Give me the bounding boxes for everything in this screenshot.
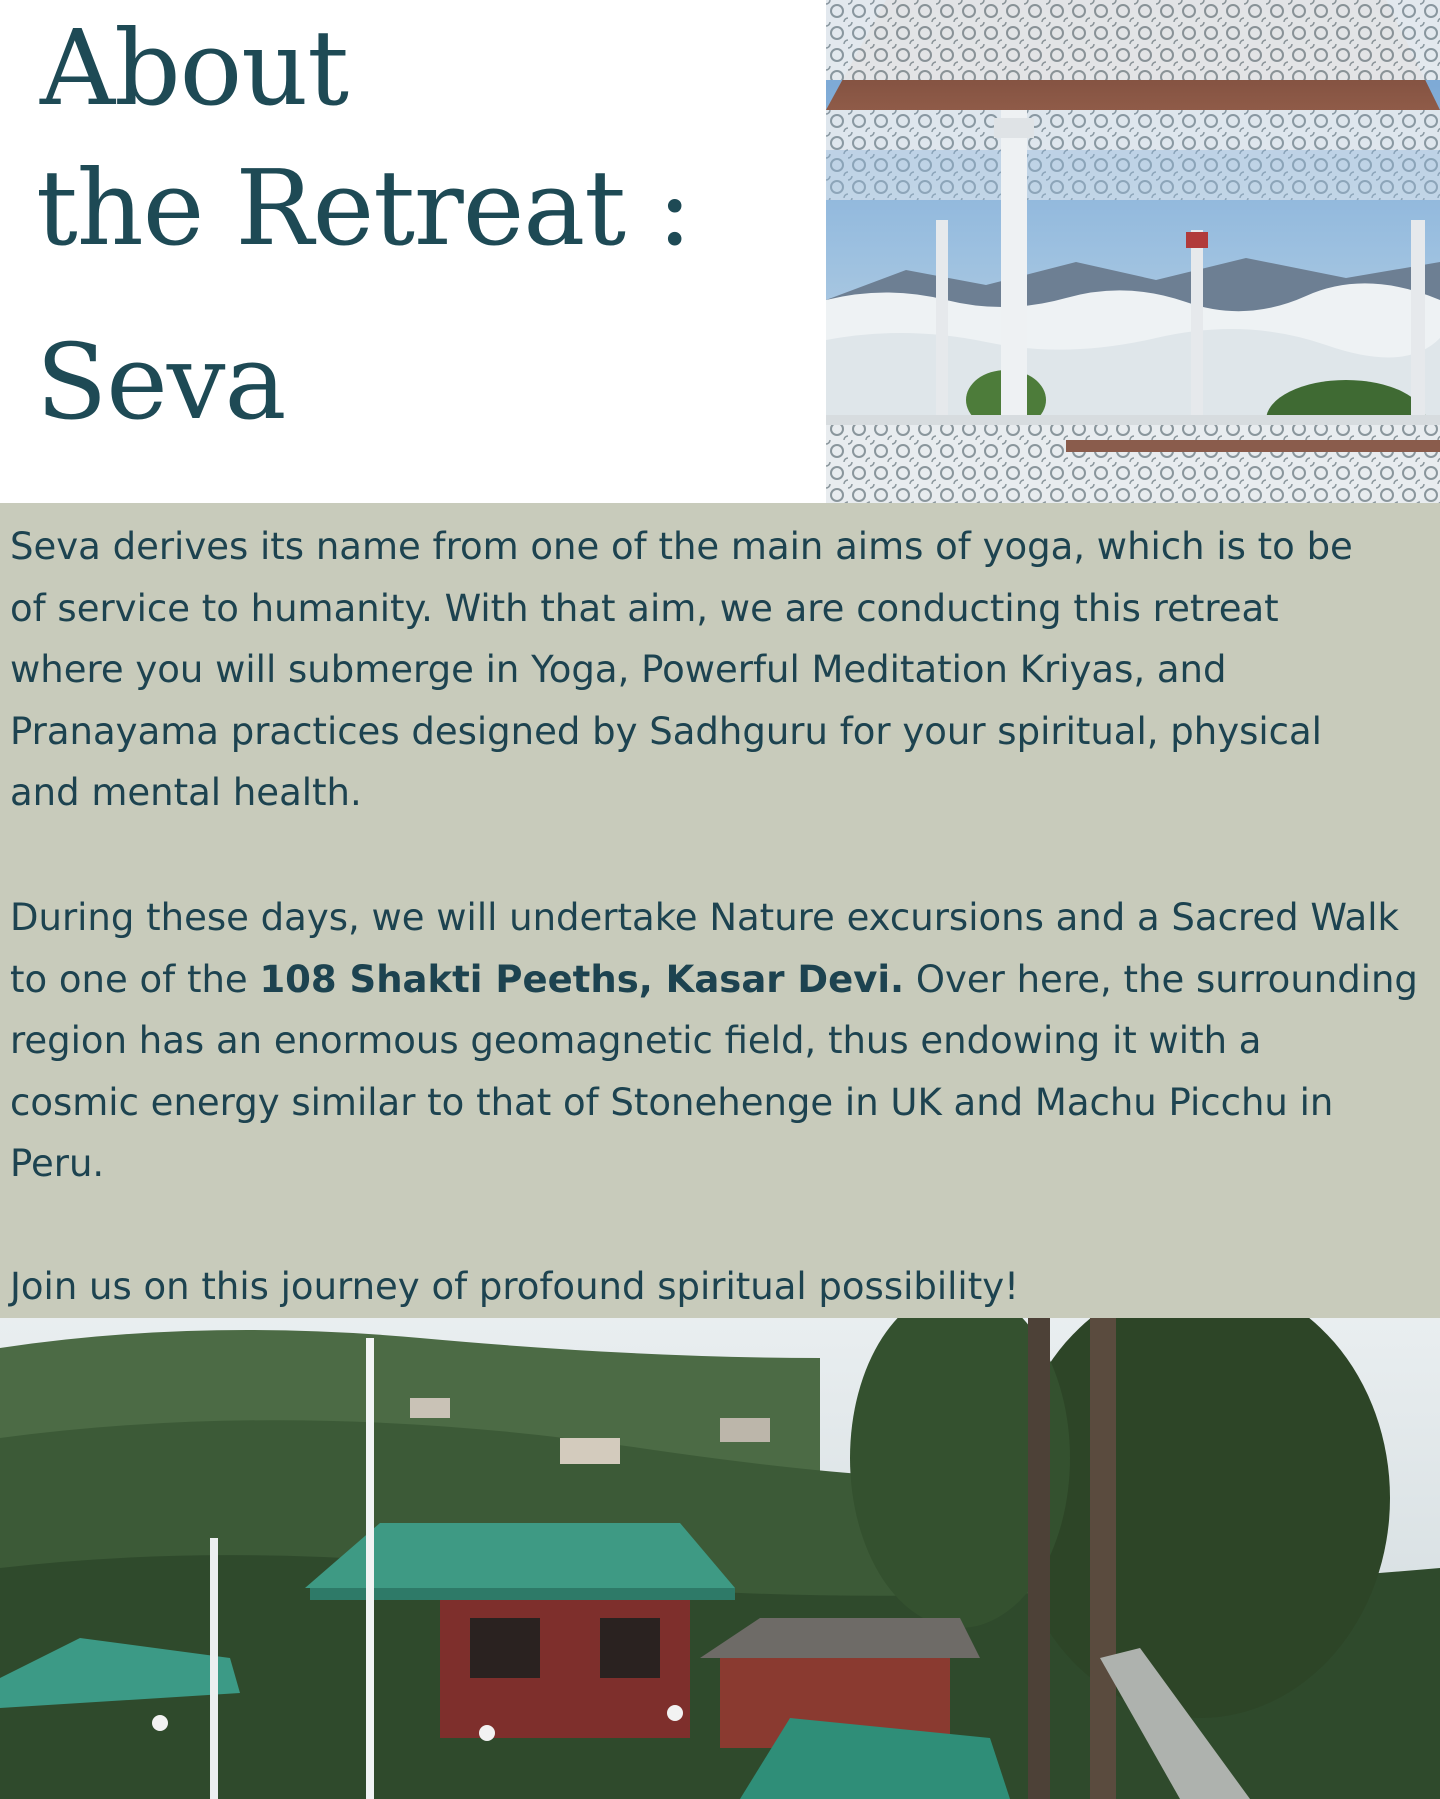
description-paragraph-1: Seva derives its name from one of the main aims of yoga, which is to be of service to humanity. With that aim, we are conducting this retreat where you will submerge in Yoga, Powerful Meditation Kriyas, and Pranayama practices designed by Sadhguru for your spiritual, physical and mental health. [10,525,1353,815]
page-title-line-1: About [40,7,349,129]
description-paragraph-2 [10,887,1440,1195]
page-title-line-3: Seva [36,321,286,443]
gazebo-mountain-photo [826,0,1440,503]
shakti-peeths-highlight: 108 Shakti Peeths, Kasar Devi. [259,957,905,1001]
paragraph-2-text-end: Over here, the surrounding region has an enormous geomagnetic field, thus endowing it with a cosmic energy similar to that of Stonehenge in UK and Machu Picchu in Peru. [10,957,1418,1186]
title-block [0,0,826,503]
page-title-line-2: the Retreat : [36,147,692,269]
hillside-resort-photo [0,1318,1440,1799]
paragraph-2-text-start: During these days, we will undertake Nature excursions and a Sacred Walk to one of the [10,896,1399,1001]
description-panel [0,503,1440,1318]
description-paragraph-3: Join us on this journey of profound spiritual possibility! [10,1265,1019,1308]
